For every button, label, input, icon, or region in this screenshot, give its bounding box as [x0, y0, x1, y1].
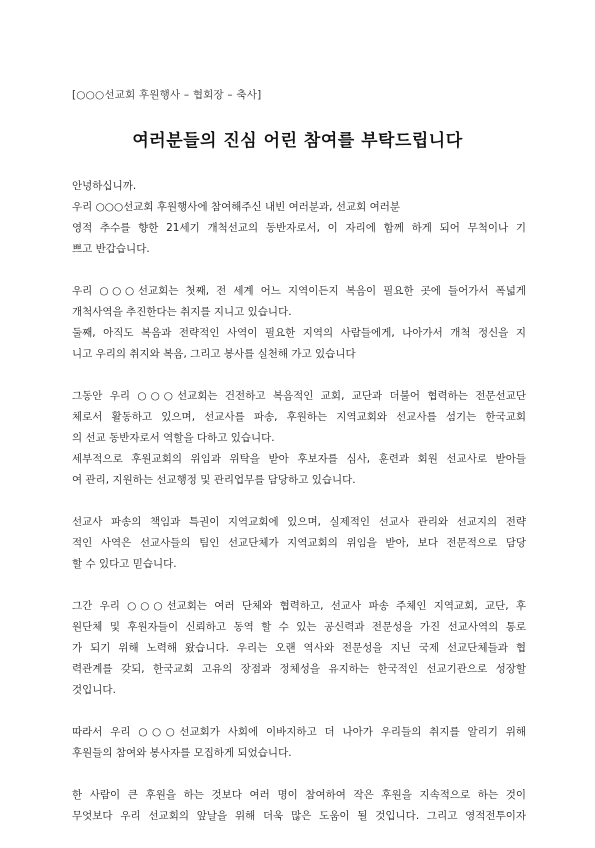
paragraph [72, 386, 526, 491]
paragraph [72, 281, 526, 365]
paragraph-line: 할 수 있다고 믿습니다. [72, 558, 177, 570]
paragraph-line: 원단체 및 후원자들이 신뢰하고 동역 할 수 있는 공신력과 전문성을 가진 선교사역의 통로 [72, 621, 526, 633]
paragraph-line: 무엇보다 우리 선교회의 앞날을 위해 더욱 많은 도움이 될 것입니다. 그리고 영적전투이자 [72, 810, 526, 822]
paragraph-line: 니고 우리의 취지와 복음, 그리고 봉사를 실천해 가고 있습니다 [72, 348, 356, 360]
paragraph-line: 적인 사역은 선교사들의 팀인 선교단체가 지역교회의 위임을 받아, 보다 전문적으로 담당 [72, 537, 526, 549]
paragraph-line: 그동안 우리 ○○○선교회는 건전하고 복음적인 교회, 교단과 더불어 협력하는 전문선교단 [72, 390, 526, 402]
paragraph-line: 여 관리, 지원하는 선교행정 및 관리업무를 담당하고 있습니다. [72, 474, 356, 486]
paragraph-line: 후원들의 참여와 봉사자를 모집하게 되었습니다. [72, 747, 292, 759]
paragraph-line: 의 선교 동반자로서 역할을 다하고 있습니다. [72, 432, 275, 444]
paragraph-line: 세부적으로 후원교회의 위임과 위탁을 받아 후보자를 심사, 훈련과 회원 선교사로 받아들 [72, 453, 526, 465]
document-body [72, 176, 526, 848]
paragraph [72, 176, 526, 260]
paragraph-line: 따라서 우리 ○○○선교회가 사회에 이바지하고 더 나아가 우리들의 취지를 알리기 위해 [72, 726, 526, 738]
paragraph-line: 가 되기 위해 노력해 왔습니다. 우리는 오랜 역사와 전문성을 지닌 국제 선교단체들과 협 [72, 642, 526, 654]
paragraph [72, 596, 526, 701]
paragraph-line: 한 사람이 큰 후원을 하는 것보다 여러 명이 참여하여 작은 후원을 지속적으로 하는 것이 [72, 789, 526, 801]
paragraph-line: 선교사 파송의 책임과 특권이 지역교회에 있으며, 실제적인 선교사 관리와 선교지의 전략 [72, 516, 526, 528]
paragraph [72, 722, 526, 764]
paragraph-line: 쁘고 반갑습니다. [72, 243, 150, 255]
paragraph-line: 영적 추수를 향한 21세기 개척선교의 동반자로서, 이 자리에 함께 하게 되어 무척이나 기 [72, 222, 526, 234]
paragraph-line: 둘째, 아직도 복음과 전략적인 사역이 필요한 지역의 사람들에게, 나아가서 개척 정신을 지 [72, 327, 526, 339]
header-tag: [○○○선교회 후원행사 – 협회장 – 축사] [72, 89, 262, 101]
paragraph-line: 개척사역을 추진한다는 취지를 지니고 있습니다. [72, 306, 292, 318]
paragraph-line: 력관계를 갖되, 한국교회 고유의 장점과 정체성을 유지하는 한국적인 선교기관으로 성장할 [72, 663, 526, 675]
paragraph-line: 것입니다. [72, 684, 116, 696]
paragraph-line: 체로서 활동하고 있으며, 선교사를 파송, 후원하는 지역교회와 선교사를 섬기는 한국교회 [72, 411, 526, 423]
paragraph-line: 우리 ○○○선교회 후원행사에 참여해주신 내빈 여러분과, 선교회 여러분 [72, 201, 401, 213]
paragraph [72, 512, 526, 575]
paragraph [72, 785, 526, 827]
document-title: 여러분들의 진심 어린 참여를 부탁드립니다 [132, 131, 463, 151]
paragraph-line: 그간 우리 ○○○선교회는 여러 단체와 협력하고, 선교사 파송 주체인 지역교회, 교단, 후 [72, 600, 526, 612]
paragraph-line: 우리 ○○○선교회는 첫째, 전 세계 어느 지역이든지 복음이 필요한 곳에 들어가서 폭넓게 [72, 285, 526, 297]
paragraph-line: 안녕하십니까. [72, 180, 137, 192]
